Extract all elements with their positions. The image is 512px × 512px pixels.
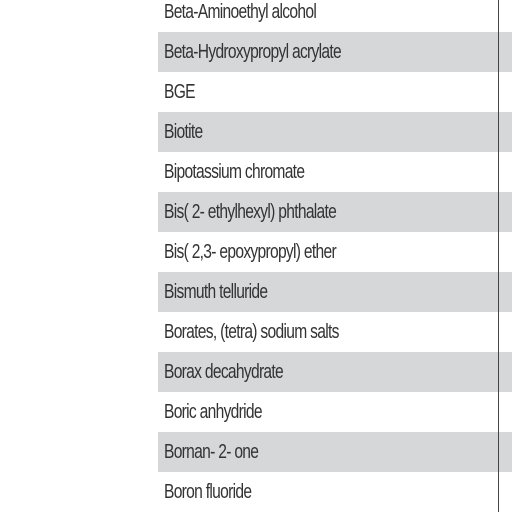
chemical-name: Biotite xyxy=(164,120,203,143)
chemical-name: Borates, (tetra) sodium salts xyxy=(164,320,339,343)
table-row xyxy=(158,392,512,432)
chemical-name: BGE xyxy=(164,80,195,103)
table-row xyxy=(158,472,512,512)
table-row xyxy=(158,272,512,312)
table-row xyxy=(158,0,512,32)
chemical-name: Bis( 2,3- epoxypropyl) ether xyxy=(164,240,336,263)
chemical-name: Boron fluoride xyxy=(164,480,252,503)
table-row xyxy=(158,112,512,152)
table-row xyxy=(158,72,512,112)
chemical-name: Bornan- 2- one xyxy=(164,440,259,463)
chemical-name: Bis( 2- ethylhexyl) phthalate xyxy=(164,200,337,223)
column-divider xyxy=(498,0,499,512)
chemical-name: Bipotassium chromate xyxy=(164,160,305,183)
table-row xyxy=(158,432,512,472)
table-row xyxy=(158,312,512,352)
table-row xyxy=(158,152,512,192)
chemical-name: Beta-Aminoethyl alcohol xyxy=(164,0,317,23)
table-row xyxy=(158,352,512,392)
chemical-name-table xyxy=(158,0,512,512)
table-row xyxy=(158,32,512,72)
chemical-name: Boric anhydride xyxy=(164,400,262,423)
table-row xyxy=(158,192,512,232)
chemical-name: Beta-Hydroxypropyl acrylate xyxy=(164,40,341,63)
chemical-name: Bismuth telluride xyxy=(164,280,268,303)
table-row xyxy=(158,232,512,272)
chemical-name: Borax decahydrate xyxy=(164,360,284,383)
